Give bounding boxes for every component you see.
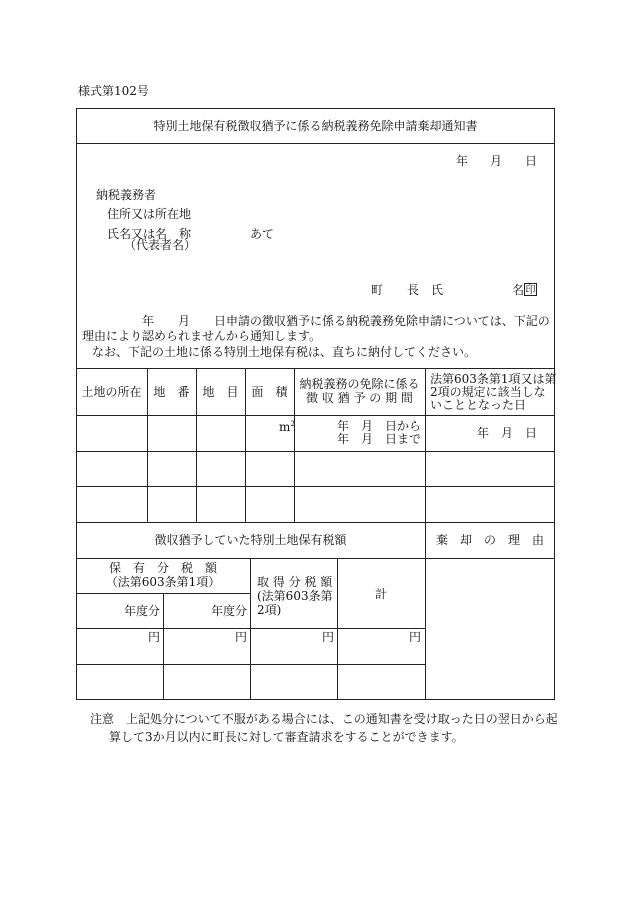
article-date: 年 月 日 bbox=[477, 426, 538, 440]
rejection-reason-label: 棄 却 の 理 由 bbox=[435, 533, 544, 547]
period-to: 年 月 日まで bbox=[337, 432, 422, 446]
seal-mark: 印 bbox=[525, 285, 536, 296]
name-label: 氏名又は名 称 bbox=[107, 227, 192, 241]
header-location: 土地の所在 bbox=[81, 385, 142, 399]
body-line-2: 理由により認められませんから通知します。 bbox=[82, 329, 322, 343]
header-article-line1: 法第603条第1項又は第 bbox=[430, 372, 557, 386]
header-lot-number: 地 番 bbox=[153, 385, 190, 399]
area-unit bbox=[279, 417, 295, 434]
form-title: 特別土地保有税徴収猶予に係る納税義務免除申請棄却通知書 bbox=[153, 119, 478, 133]
note-line-1: 注意 上記処分について不服がある場合には、この通知書を受け取った日の翌日から起 bbox=[90, 712, 558, 726]
tax-col-rule-2 bbox=[250, 558, 251, 700]
tax-col-rule-3 bbox=[337, 558, 338, 700]
fiscal-year-1: 年度分 bbox=[124, 604, 161, 618]
taxpayer-heading: 納税義務者 bbox=[96, 188, 157, 202]
holding-sub: （法第603条第1項） bbox=[105, 575, 221, 589]
form-number: 様式第102号 bbox=[78, 84, 149, 98]
rule-tax-header bbox=[76, 558, 555, 559]
note-line-2: 算して3か月以内に町長に対して審査請求をすることができます。 bbox=[109, 730, 464, 744]
acquisition-line1: 取 得 分 税 額 bbox=[257, 575, 333, 589]
rule-land-end bbox=[76, 522, 555, 523]
yen-col-1: 円 bbox=[148, 630, 161, 644]
period-from: 年 月 日から bbox=[337, 419, 422, 433]
acquisition-line2: (法第603条第 bbox=[257, 589, 333, 603]
representative-label: （代表者名） bbox=[124, 238, 197, 252]
yen-col-3: 円 bbox=[322, 630, 335, 644]
body-line-3: なお、下記の土地に係る特別土地保有税は、直ちに納付してください。 bbox=[92, 345, 477, 359]
date-month: 月 bbox=[490, 154, 503, 168]
issuer-title: 町 長 氏 bbox=[371, 283, 444, 297]
yen-col-2: 円 bbox=[235, 630, 248, 644]
area-unit-superscript: 2 bbox=[290, 420, 295, 428]
suspended-amount-label: 徴収猶予していた特別土地保有税額 bbox=[154, 533, 347, 547]
fiscal-year-2: 年度分 bbox=[211, 604, 248, 618]
address-label: 住所又は所在地 bbox=[107, 207, 192, 221]
header-period-line1: 納税義務の免除に係る bbox=[299, 377, 420, 391]
date-day: 日 bbox=[525, 154, 538, 168]
rule-title bbox=[76, 143, 555, 144]
header-period-line2: 徴 収 猶 予 の 期 間 bbox=[306, 391, 413, 405]
header-article-line3: いこととなった日 bbox=[430, 398, 527, 412]
header-area: 面 積 bbox=[251, 385, 288, 399]
holding-label: 保 有 分 税 額 bbox=[108, 561, 217, 575]
header-article-line2: 2項の規定に該当しな bbox=[430, 385, 546, 399]
honorific: あて bbox=[250, 227, 275, 241]
body-line-1: 年 月 日申請の徴収猶予に係る納税義務免除申請については、下記の bbox=[142, 314, 550, 328]
acquisition-line3: 2項) bbox=[257, 603, 282, 617]
tax-col-rule-1 bbox=[163, 593, 164, 700]
area-unit-letter: m bbox=[279, 420, 291, 434]
header-land-category: 地 目 bbox=[202, 385, 239, 399]
yen-col-4: 円 bbox=[409, 630, 422, 644]
issuer-name-suffix: 名 bbox=[512, 283, 525, 297]
date-year: 年 bbox=[456, 154, 469, 168]
total-label: 計 bbox=[374, 587, 387, 601]
